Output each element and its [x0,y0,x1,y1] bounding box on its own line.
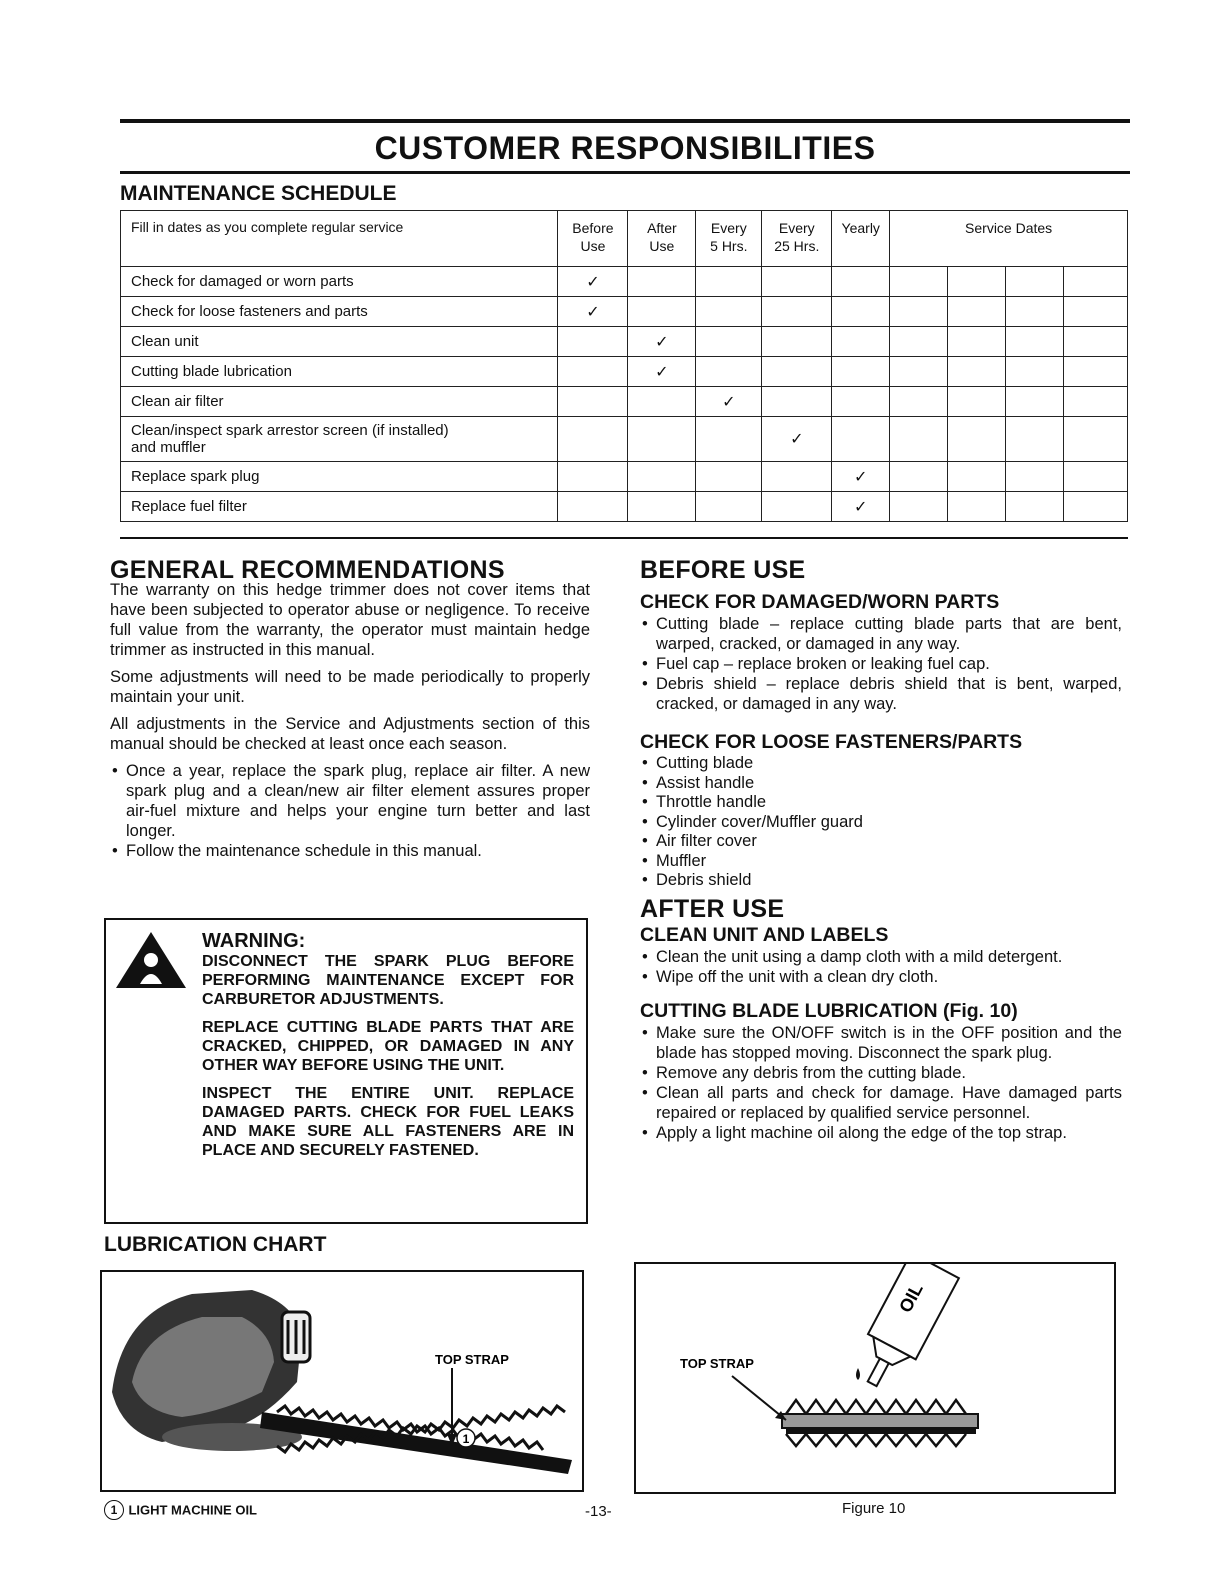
service-date-cell[interactable] [1006,297,1064,327]
oil-legend-number: 1 [104,1500,124,1520]
check-mark-cell: ✓ [696,387,762,417]
clean-heading: CLEAN UNIT AND LABELS [640,923,889,946]
task-label-text: and muffler [131,439,206,456]
table-row [121,357,1128,387]
list-item: • Follow the maintenance schedule in this manual. [110,841,590,861]
table-bottom-rule [120,537,1128,539]
task-label-text: Check for loose fasteners and parts [131,303,368,320]
task-label-text: Cutting blade lubrication [131,363,292,380]
general-heading: GENERAL RECOMMENDATIONS [110,556,505,584]
list-item: • Fuel cap – replace broken or leaking fuel cap. [640,654,1122,674]
column-header-line1: Every [710,220,747,236]
warning-p2: REPLACE CUTTING BLADE PARTS THAT ARE CRACKED, CHIPPED, OR DAMAGED IN ANY OTHER WAY BEFORE USING THE UNIT. [202,1019,574,1074]
empty-cell [628,267,696,297]
service-date-cell[interactable] [890,357,948,387]
task-label-text: Replace spark plug [131,468,260,485]
warning-box [104,918,588,1224]
service-date-cell[interactable] [1063,267,1127,297]
column-header-line1: After [647,220,677,236]
service-date-cell[interactable] [1063,462,1127,492]
service-date-cell[interactable] [1063,417,1127,462]
service-date-cell[interactable] [1006,462,1064,492]
task-label [121,387,558,417]
list-item: • Debris shield [640,871,1122,891]
empty-cell [628,492,696,522]
empty-cell [558,417,628,462]
empty-cell [696,357,762,387]
clean-bullets [640,947,1122,987]
service-dates-header: Service Dates [890,211,1128,267]
after-use-heading: AFTER USE [640,894,785,923]
service-date-cell[interactable] [1063,297,1127,327]
title-underline [120,171,1130,174]
service-date-cell[interactable] [890,492,948,522]
list-item: • Assist handle [640,774,1122,794]
table-row [121,462,1128,492]
list-item: • Make sure the ON/OFF switch is in the OFF position and the blade has stopped moving. Disconnect the spark plug. [640,1023,1122,1063]
empty-cell [558,327,628,357]
column-header-line2: 25 Hrs. [774,238,820,254]
check-mark-cell: ✓ [628,327,696,357]
empty-cell [762,267,832,297]
hedge-trimmer-illustration [102,1272,582,1490]
table-row [121,492,1128,522]
loose-heading: CHECK FOR LOOSE FASTENERS/PARTS [640,731,1023,753]
blade-lube-heading: CUTTING BLADE LUBRICATION (Fig. 10) [640,999,1018,1022]
oil-legend-label: LIGHT MACHINE OIL [128,1502,257,1518]
top-rule [120,119,1130,123]
empty-cell [628,297,696,327]
list-item: • Clean the unit using a damp cloth with a mild detergent. [640,947,1122,967]
empty-cell [696,267,762,297]
empty-cell [832,417,890,462]
warning-p3: INSPECT THE ENTIRE UNIT. REPLACE DAMAGED PARTS. CHECK FOR FUEL LEAKS AND MAKE SURE ALL FASTENERS ARE IN PLACE AND SECURELY FASTENED. [202,1085,574,1159]
column-header-line1: Yearly [841,220,880,236]
empty-cell [558,462,628,492]
lubrication-heading: LUBRICATION CHART [104,1233,327,1256]
warning-heading: WARNING: [202,930,306,952]
service-date-cell[interactable] [890,297,948,327]
schedule-instruction: Fill in dates as you complete regular service [121,211,558,267]
figure-10-caption: Figure 10 [842,1500,906,1517]
service-date-cell[interactable] [948,387,1006,417]
table-row [121,297,1128,327]
check-mark-cell: ✓ [762,417,832,462]
fig10-top-strap-label: TOP STRAP [680,1356,754,1371]
task-label [121,267,558,297]
service-date-cell[interactable] [1063,327,1127,357]
empty-cell [832,387,890,417]
service-date-cell[interactable] [948,327,1006,357]
loose-bullets [640,754,1122,891]
general-p3: All adjustments in the Service and Adjustments section of this manual should be checked at least once each season. [110,715,590,753]
top-strap-label: TOP STRAP [435,1352,509,1367]
check-mark-cell: ✓ [558,297,628,327]
service-date-cell[interactable] [1063,492,1127,522]
table-row [121,387,1128,417]
list-item: • Cutting blade – replace cutting blade parts that are bent, warped, cracked, or damaged in any way. [640,614,1122,654]
empty-cell [832,327,890,357]
general-p2: Some adjustments will need to be made periodically to properly maintain your unit. [110,668,590,706]
service-date-cell[interactable] [948,267,1006,297]
task-label [121,417,558,462]
service-date-cell[interactable] [1006,387,1064,417]
column-header [832,211,890,267]
task-label [121,357,558,387]
general-bullets [110,761,590,861]
table-row [121,267,1128,297]
task-label-text: Clean/inspect spark arrestor screen (if installed) [131,422,449,439]
warning-p1: DISCONNECT THE SPARK PLUG BEFORE PERFORMING MAINTENANCE EXCEPT FOR CARBURETOR ADJUSTMENTS. [202,953,574,1008]
empty-cell [762,492,832,522]
empty-cell [696,492,762,522]
maintenance-table [120,210,1128,522]
empty-cell [832,267,890,297]
service-date-cell[interactable] [1006,327,1064,357]
list-item: • Apply a light machine oil along the edge of the top strap. [640,1123,1122,1143]
task-label [121,327,558,357]
column-header-line2: Use [649,238,675,254]
list-item: • Throttle handle [640,793,1122,813]
list-item: • Remove any debris from the cutting blade. [640,1063,1122,1083]
empty-cell [558,387,628,417]
service-date-cell[interactable] [948,417,1006,462]
warning-text [202,930,574,1169]
table-header-row [121,211,1128,267]
damaged-bullets [640,614,1122,714]
empty-cell [696,297,762,327]
list-item: • Cylinder cover/Muffler guard [640,813,1122,833]
empty-cell [696,417,762,462]
warning-triangle-icon [114,930,188,990]
empty-cell [832,297,890,327]
service-date-cell[interactable] [890,387,948,417]
empty-cell [696,462,762,492]
service-date-cell[interactable] [1006,357,1064,387]
service-date-cell[interactable] [948,297,1006,327]
empty-cell [762,327,832,357]
general-p1: The warranty on this hedge trimmer does not cover items that have been subjected to operator abuse or negligence. To receive full value from the warranty, the operator must maintain hedge trimmer as instructed in this manual. [110,581,590,659]
task-label [121,297,558,327]
column-header [696,211,762,267]
service-date-cell[interactable] [1006,492,1064,522]
check-mark-cell: ✓ [832,492,890,522]
empty-cell [762,357,832,387]
maintenance-heading: MAINTENANCE SCHEDULE [120,182,397,205]
service-date-cell[interactable] [890,267,948,297]
service-date-cell[interactable] [890,462,948,492]
empty-cell [628,417,696,462]
task-label [121,492,558,522]
table-row [121,417,1128,462]
oil-can-label: OIL [895,1280,927,1316]
service-date-cell[interactable] [1006,417,1064,462]
service-date-cell[interactable] [890,327,948,357]
column-header-line1: Every [778,220,815,236]
task-label-text: Replace fuel filter [131,498,247,515]
service-date-cell[interactable] [890,417,948,462]
service-date-cell[interactable] [948,492,1006,522]
table-row [121,327,1128,357]
task-label-text: Clean unit [131,333,199,350]
page-number: -13- [585,1503,612,1520]
check-mark-cell: ✓ [628,357,696,387]
oil-legend [104,1500,257,1520]
oil-application-illustration [636,1264,1114,1492]
list-item: • Wipe off the unit with a clean dry cloth. [640,967,1122,987]
list-item: • Debris shield – replace debris shield that is bent, warped, cracked, or damaged in any way. [640,674,1122,714]
general-section [110,556,590,861]
column-header [558,211,628,267]
empty-cell [762,297,832,327]
empty-cell [832,357,890,387]
empty-cell [696,327,762,357]
figure-10 [634,1262,1116,1494]
check-mark-cell: ✓ [558,267,628,297]
task-label-text: Clean air filter [131,393,224,410]
list-item: • Clean all parts and check for damage. Have damaged parts repaired or replaced by qualified service personnel. [640,1083,1122,1123]
task-label-text: Check for damaged or worn parts [131,273,354,290]
list-item: • Air filter cover [640,832,1122,852]
column-header [628,211,696,267]
empty-cell [762,462,832,492]
service-date-cell[interactable] [1063,387,1127,417]
check-mark-cell: ✓ [832,462,890,492]
before-use-section [640,556,1122,1143]
oil-point-number: 1 [462,1432,470,1446]
service-date-cell[interactable] [1006,267,1064,297]
column-header [762,211,832,267]
column-header-line2: 5 Hrs. [710,238,748,254]
empty-cell [628,387,696,417]
task-label [121,462,558,492]
service-date-cell[interactable] [1063,357,1127,387]
column-header-line1: Before [572,220,614,236]
before-use-heading: BEFORE USE [640,556,806,584]
list-item: • Muffler [640,852,1122,872]
page-title: CUSTOMER RESPONSIBILITIES [374,130,876,166]
service-date-cell[interactable] [948,357,1006,387]
blade-lube-bullets [640,1023,1122,1143]
lubrication-figure [100,1270,584,1492]
service-date-cell[interactable] [948,462,1006,492]
empty-cell [558,492,628,522]
list-item: • Once a year, replace the spark plug, replace air filter. A new spark plug and a clean/new air filter element assures proper air-fuel mixture and helps your engine turn better and last longer. [110,761,590,841]
empty-cell [762,387,832,417]
column-header-line2: Use [580,238,606,254]
empty-cell [558,357,628,387]
damaged-heading: CHECK FOR DAMAGED/WORN PARTS [640,591,1000,613]
empty-cell [628,462,696,492]
list-item: • Cutting blade [640,754,1122,774]
